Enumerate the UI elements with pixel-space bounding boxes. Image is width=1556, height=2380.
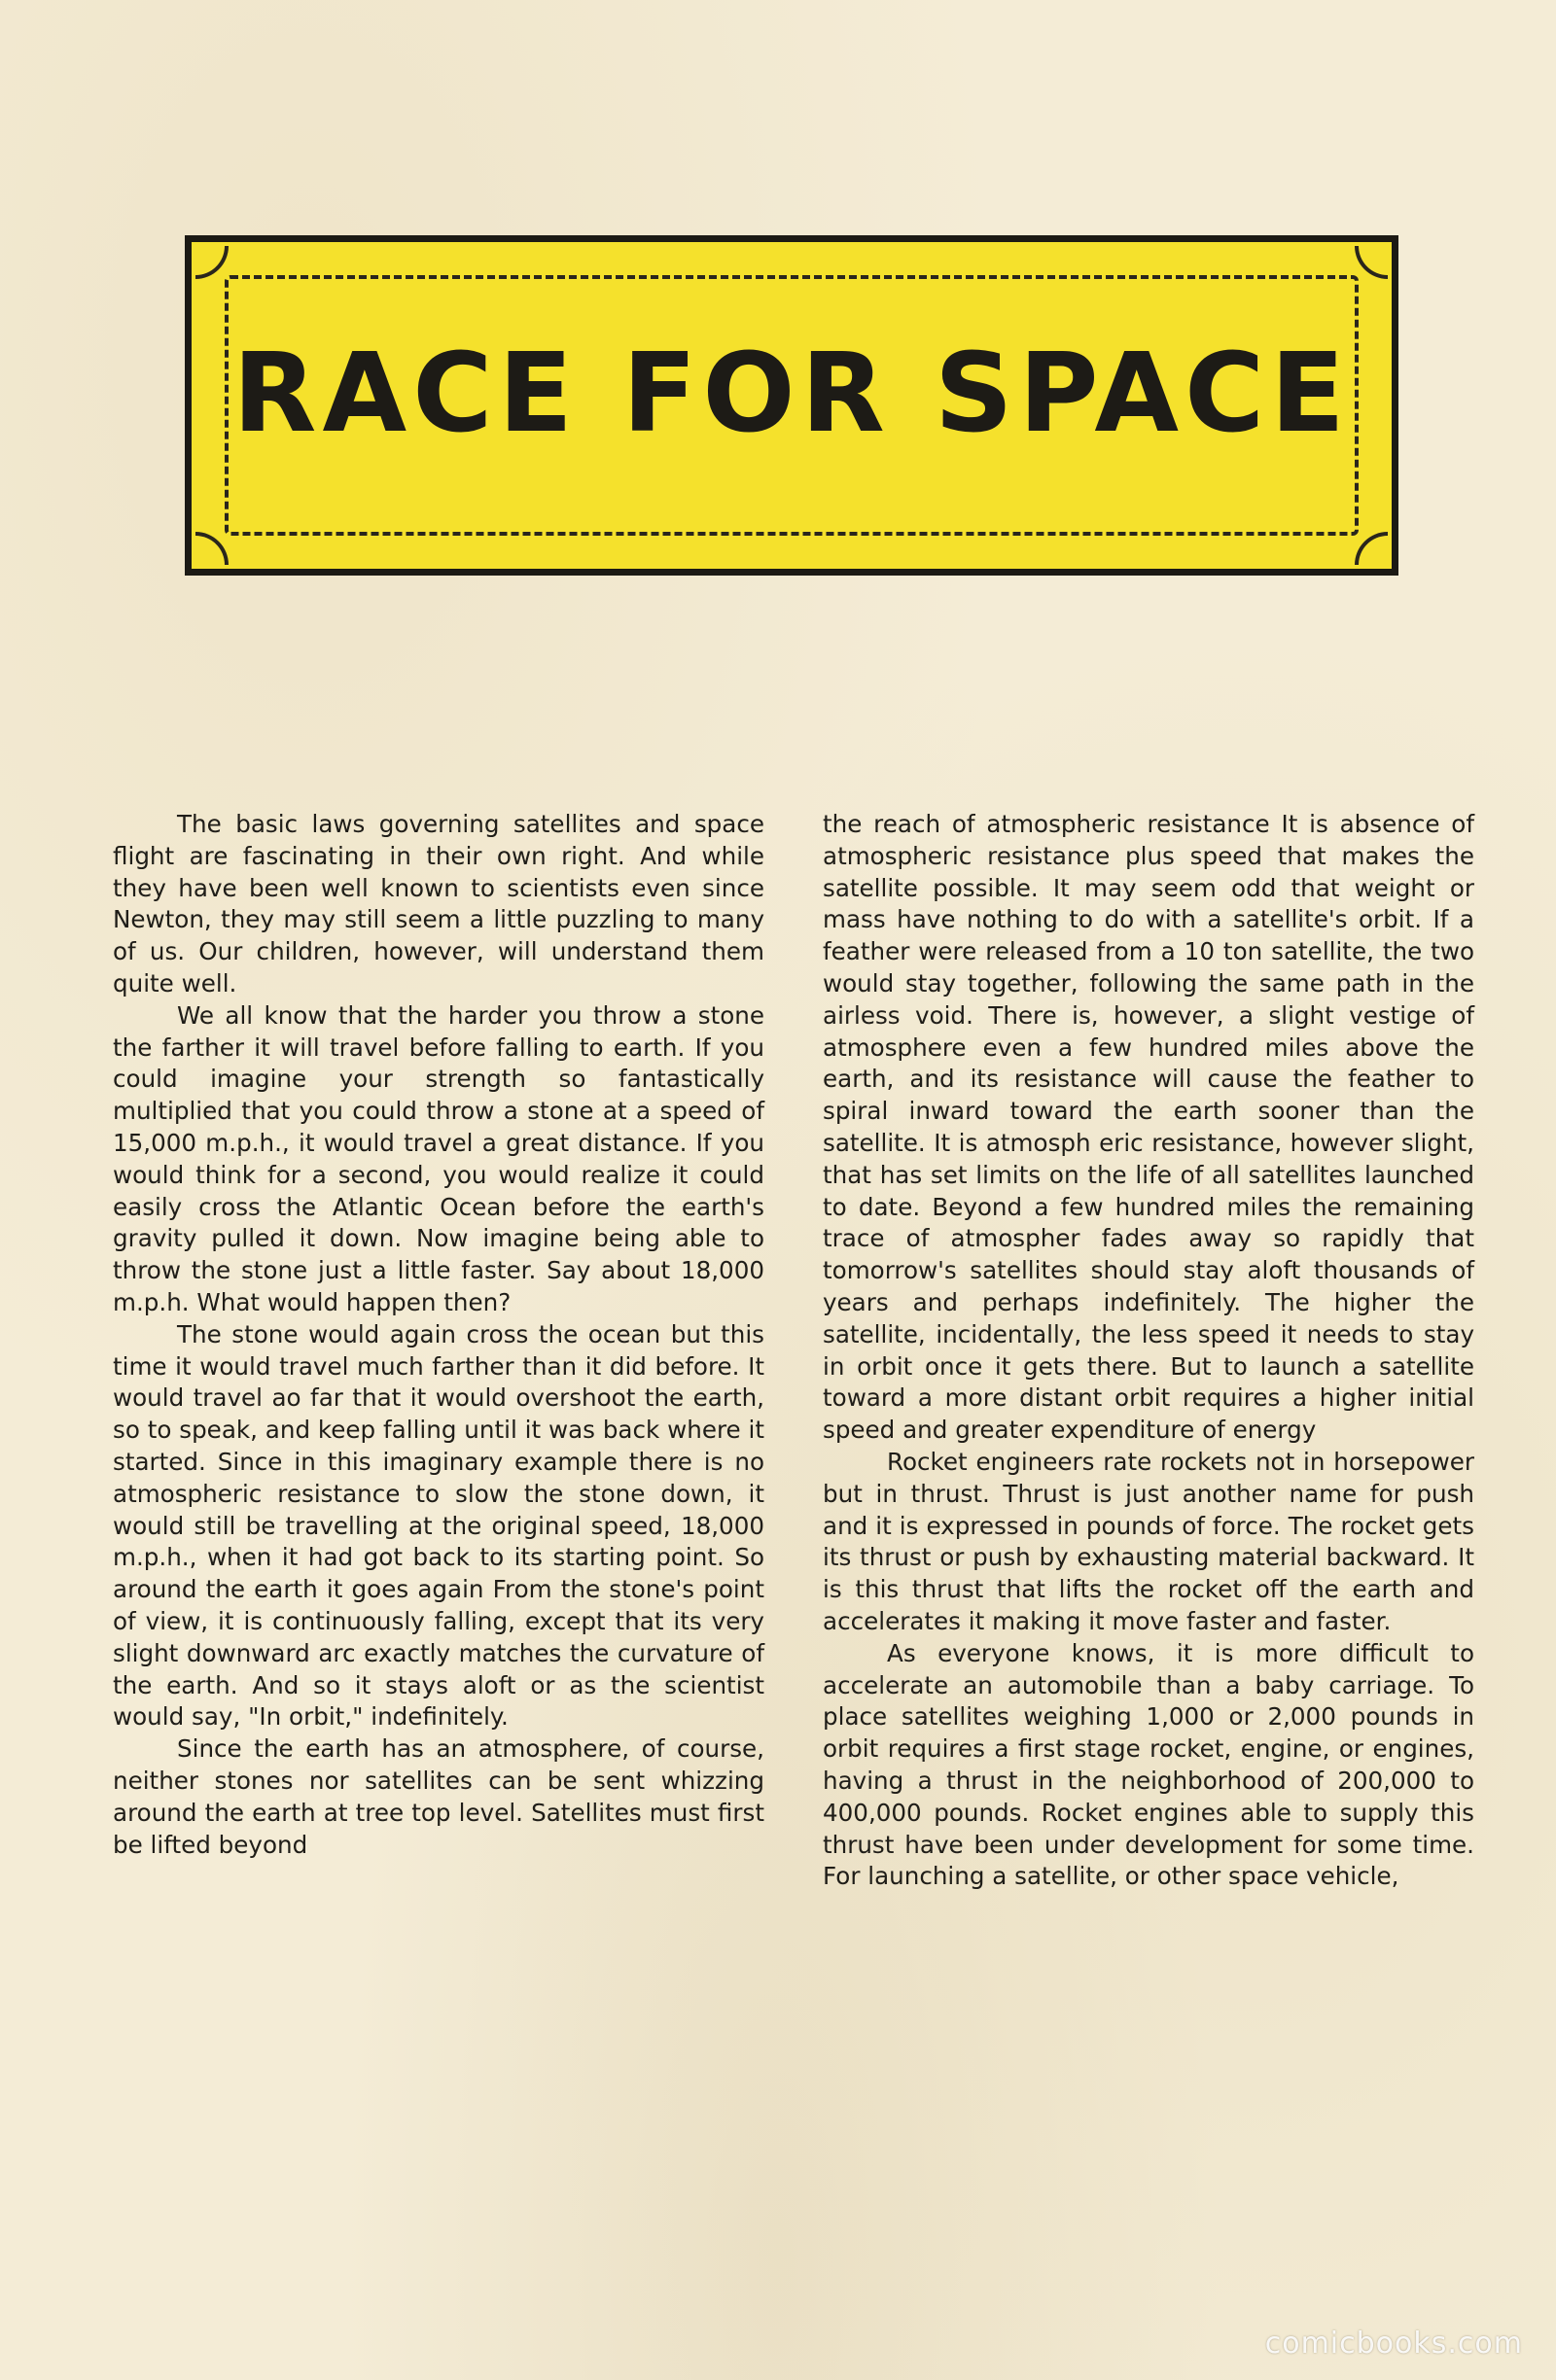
- paragraph: The basic laws governing satellites and space flight are fascinating in their own right. And while they have been well known to scientists even since Newton, they may still seem a little puzzling to many of us. Our children, however, will understand them quite well.: [113, 810, 764, 998]
- paragraph: The stone would again cross the ocean but this time it would travel much farther than it did before. It would travel ao far that it would overshoot the earth, so to speak, and keep falling until it was back where it started. Since in this imaginary example there is no atmospheric resistance to slow the stone down, it would still be travelling at the original speed, 18,000 m.p.h., when it had got back to its starting point. So around the earth it goes again From the stone's point of view, it is continuously falling, except that its very slight downward arc exactly matches the curvature of the earth. And so it stays aloft or as the scientist would say, "In orbit," indefinitely.: [113, 1319, 764, 1732]
- paragraph: We all know that the harder you throw a stone the farther it will travel before falling to earth. If you could imagine your strength so fantastically multiplied that you could throw a stone at a speed of 15,000 m.p.h., it would travel a great distance. If you would think for a second, you would realize it could easily cross the Atlantic Ocean before the earth's gravity pulled it down. Now imagine being able to throw the stone just a little faster. Say about 18,000 m.p.h. What would happen then?: [113, 1000, 764, 1316]
- article-column-left: [113, 809, 764, 1861]
- watermark: comicbooks.com: [1264, 2327, 1523, 2361]
- corner-notch-ornament: [195, 532, 229, 565]
- corner-notch-ornament: [195, 246, 229, 279]
- article-column-right: [823, 809, 1474, 1893]
- page-title: RACE FOR SPACE: [232, 331, 1351, 457]
- corner-notch-ornament: [1355, 532, 1388, 565]
- title-banner: [185, 235, 1398, 576]
- paragraph: the reach of atmospheric resistance It is absence of atmospheric resistance plus speed that makes the satellite possible. It may seem odd that weight or mass have nothing to do with a satellite's orbit. If a feather were released from a 10 ton satellite, the two would stay together, following the same path in the airless void. There is, however, a slight vestige of atmosphere even a few hundred miles above the earth, and its resistance will cause the feather to spiral inward toward the earth sooner than the satellite. It is atmosph eric resistance, however slight, that has set limits on the life of all satellites launched to date. Beyond a few hundred miles the remaining trace of atmospher fades away so rapidly that tomorrow's satellites should stay aloft thousands of years and perhaps indefinitely. The higher the satellite, incidentally, the less speed it needs to stay in orbit once it gets there. But to launch a satellite toward a more distant orbit requires a higher initial speed and greater expenditure of energy: [823, 810, 1474, 1445]
- corner-notch-ornament: [1355, 246, 1388, 279]
- paragraph: As everyone knows, it is more difficult to accelerate an automobile than a baby carriage. To place satellites weighing 1,000 or 2,000 pounds in orbit requires a first stage rocket, engine, or engines, having a thrust in the neighborhood of 200,000 to 400,000 pounds. Rocket engines able to supply this thrust have been under development for some time. For launching a satellite, or other space vehicle,: [823, 1638, 1474, 1891]
- paragraph: Since the earth has an atmosphere, of course, neither stones nor satellites can be sent whizzing around the earth at tree top level. Satellites must first be lifted beyond: [113, 1734, 764, 1859]
- paragraph: Rocket engineers rate rockets not in horsepower but in thrust. Thrust is just another name for push and it is expressed in pounds of force. The rocket gets its thrust or push by exhausting material backward. It is this thrust that lifts the rocket off the earth and accelerates it making it move faster and faster.: [823, 1447, 1474, 1635]
